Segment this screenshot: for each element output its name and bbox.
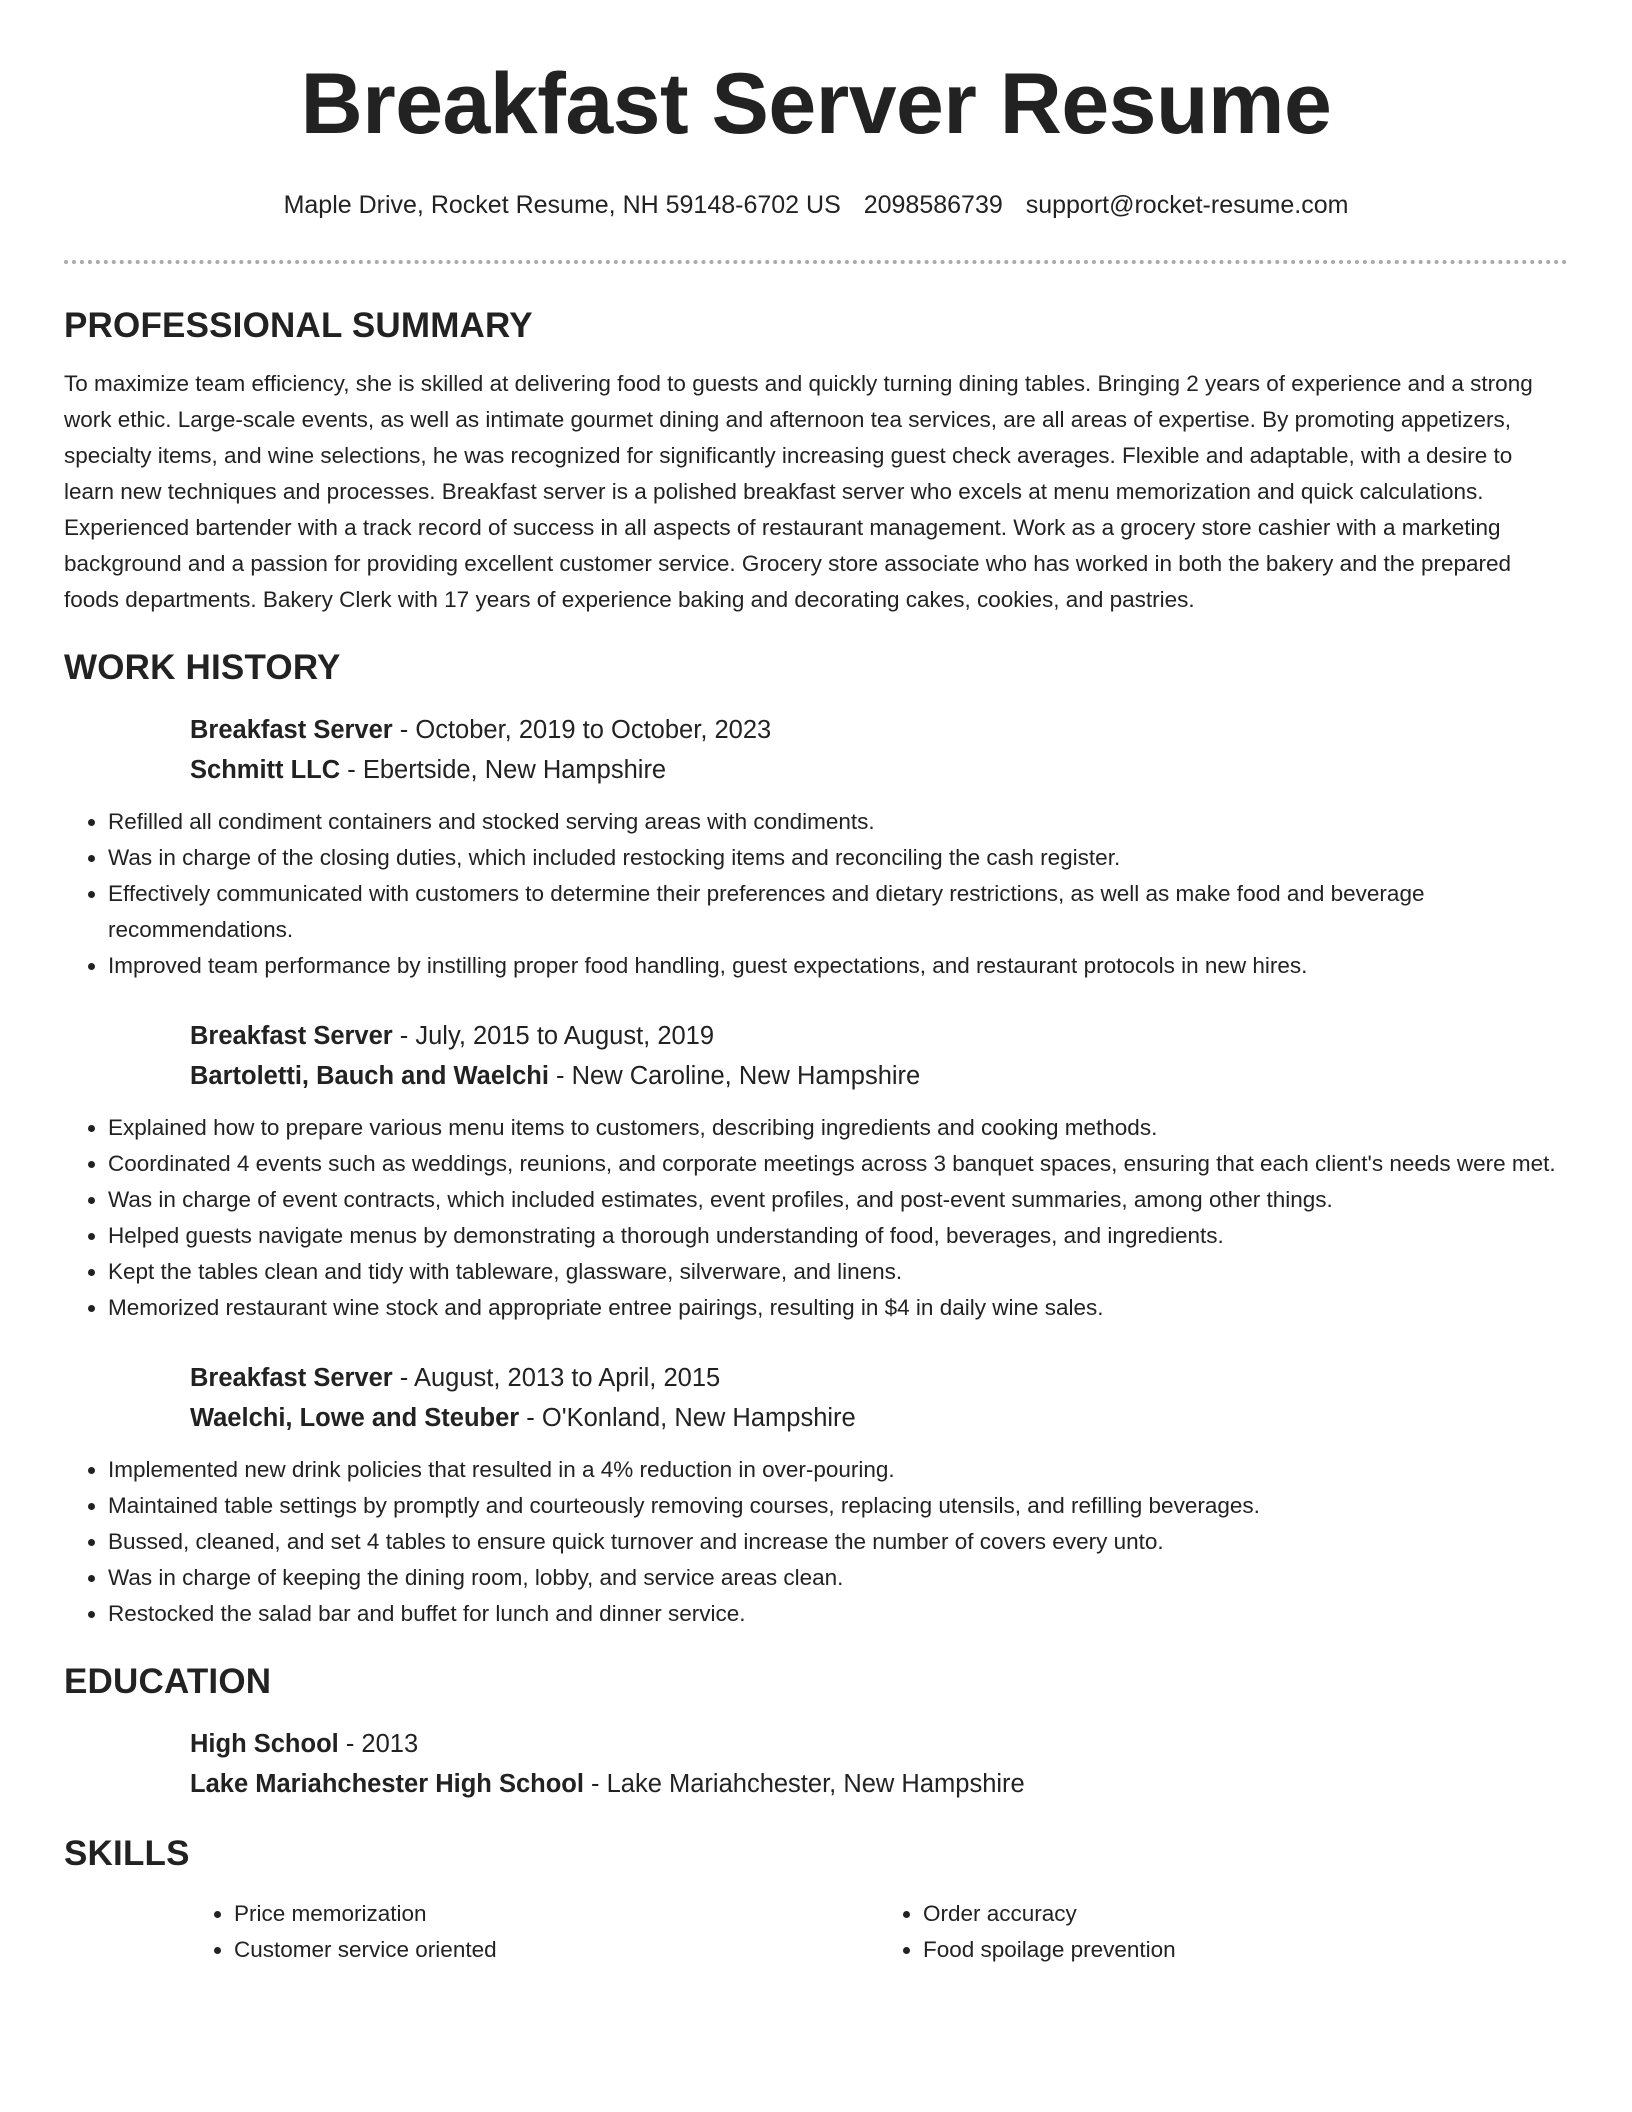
contact-line <box>64 190 1568 220</box>
skills-grid <box>190 1896 1568 1968</box>
education-year: - 2013 <box>338 1730 419 1758</box>
summary-heading: PROFESSIONAL SUMMARY <box>64 306 533 345</box>
list-item: • Was in charge of keeping the dining room, lobby, and service areas clean. <box>108 1560 1568 1596</box>
contact-address: Maple Drive, Rocket Resume, NH 59148-6702 US <box>283 191 841 219</box>
job-entry <box>190 1358 1568 1438</box>
job-company-line <box>190 1398 1568 1438</box>
list-item: • Memorized restaurant wine stock and appropriate entree pairings, resulting in $4 in daily wine sales. <box>108 1290 1568 1326</box>
job-company: Schmitt LLC <box>190 756 341 784</box>
job-title-line <box>190 710 1568 750</box>
job-duties-list <box>64 1452 1568 1632</box>
job-company: Waelchi, Lowe and Steuber <box>190 1404 520 1432</box>
education-location: - Lake Mariahchester, New Hampshire <box>583 1770 1025 1798</box>
education-entry <box>190 1724 1568 1804</box>
skill-item: • Food spoilage prevention <box>923 1932 1568 1968</box>
job-entry <box>190 710 1568 790</box>
job-duties-list <box>64 1110 1568 1326</box>
list-item: • Explained how to prepare various menu items to customers, describing ingredients and cooking methods. <box>108 1110 1568 1146</box>
job-duties-list <box>64 804 1568 984</box>
education-school: Lake Mariahchester High School <box>190 1770 584 1798</box>
job-title: Breakfast Server <box>190 1022 393 1050</box>
job-location: - Ebertside, New Hampshire <box>340 756 667 784</box>
job-company-line <box>190 750 1568 790</box>
contact-phone: 2098586739 <box>863 191 1003 219</box>
skill-item: • Price memorization <box>234 1896 879 1932</box>
list-item: • Coordinated 4 events such as weddings, reunions, and corporate meetings across 3 banquet spaces, ensuring that each client's needs were met. <box>108 1146 1568 1182</box>
list-item: • Restocked the salad bar and buffet for lunch and dinner service. <box>108 1596 1568 1632</box>
summary-text: To maximize team efficiency, she is skilled at delivering food to guests and quickly turning dining tables. Bringing 2 years of experience and a strong work ethic. Large-scale events, as well as intimate gourmet dining and afternoon tea services, are all areas of expertise. By promoting appetizers, specialty items, and wine selections, he was recognized for significantly increasing guest check averages. Flexible and adaptable, with a desire to learn new techniques and processes. Breakfast server is a polished breakfast server who excels at menu memorization and quick calculations. Experienced bartender with a track record of success in all aspects of restaurant management. Work as a grocery store cashier with a marketing background and a passion for providing excellent customer service. Grocery store associate who has worked in both the bakery and the prepared foods departments. Bakery Clerk with 17 years of experience baking and decorating cakes, cookies, and pastries. <box>64 371 1533 612</box>
list-item: • Effectively communicated with customers to determine their preferences and dietary restrictions, as well as make food and beverage recommendations. <box>108 876 1568 948</box>
job-entry <box>190 1016 1568 1096</box>
skills-list-right <box>879 1896 1568 1968</box>
contact-email: support@rocket-resume.com <box>1025 191 1349 219</box>
education-school-line <box>190 1764 1568 1804</box>
list-item: • Helped guests navigate menus by demonstrating a thorough understanding of food, beverages, and ingredients. <box>108 1218 1568 1254</box>
education-degree: High School <box>190 1730 339 1758</box>
job-title-line <box>190 1358 1568 1398</box>
list-item: • Improved team performance by instilling proper food handling, guest expectations, and restaurant protocols in new hires. <box>108 948 1568 984</box>
job-dates: - October, 2019 to October, 2023 <box>392 716 772 744</box>
resume-title: Breakfast Server Resume <box>300 56 1332 152</box>
skill-item: • Customer service oriented <box>234 1932 879 1968</box>
list-item: • Kept the tables clean and tidy with tableware, glassware, silverware, and linens. <box>108 1254 1568 1290</box>
list-item: • Refilled all condiment containers and stocked serving areas with condiments. <box>108 804 1568 840</box>
job-title: Breakfast Server <box>190 1364 393 1392</box>
list-item: • Bussed, cleaned, and set 4 tables to ensure quick turnover and increase the number of covers every unto. <box>108 1524 1568 1560</box>
job-company: Bartoletti, Bauch and Waelchi <box>190 1062 549 1090</box>
skill-item: • Order accuracy <box>923 1896 1568 1932</box>
job-title-line <box>190 1016 1568 1056</box>
skills-heading: SKILLS <box>64 1834 190 1873</box>
skills-list-left <box>190 1896 879 1968</box>
education-degree-line <box>190 1724 1568 1764</box>
list-item: • Implemented new drink policies that resulted in a 4% reduction in over-pouring. <box>108 1452 1568 1488</box>
job-company-line <box>190 1056 1568 1096</box>
list-item: • Was in charge of event contracts, which included estimates, event profiles, and post-event summaries, among other things. <box>108 1182 1568 1218</box>
header-divider <box>64 260 1568 264</box>
education-heading: EDUCATION <box>64 1662 272 1701</box>
list-item: • Maintained table settings by promptly and courteously removing courses, replacing utensils, and refilling beverages. <box>108 1488 1568 1524</box>
job-location: - O'Konland, New Hampshire <box>519 1404 856 1432</box>
job-location: - New Caroline, New Hampshire <box>548 1062 921 1090</box>
work-history-heading: WORK HISTORY <box>64 648 341 687</box>
job-dates: - July, 2015 to August, 2019 <box>392 1022 715 1050</box>
job-title: Breakfast Server <box>190 716 393 744</box>
list-item: • Was in charge of the closing duties, which included restocking items and reconciling the cash register. <box>108 840 1568 876</box>
job-dates: - August, 2013 to April, 2015 <box>392 1364 721 1392</box>
